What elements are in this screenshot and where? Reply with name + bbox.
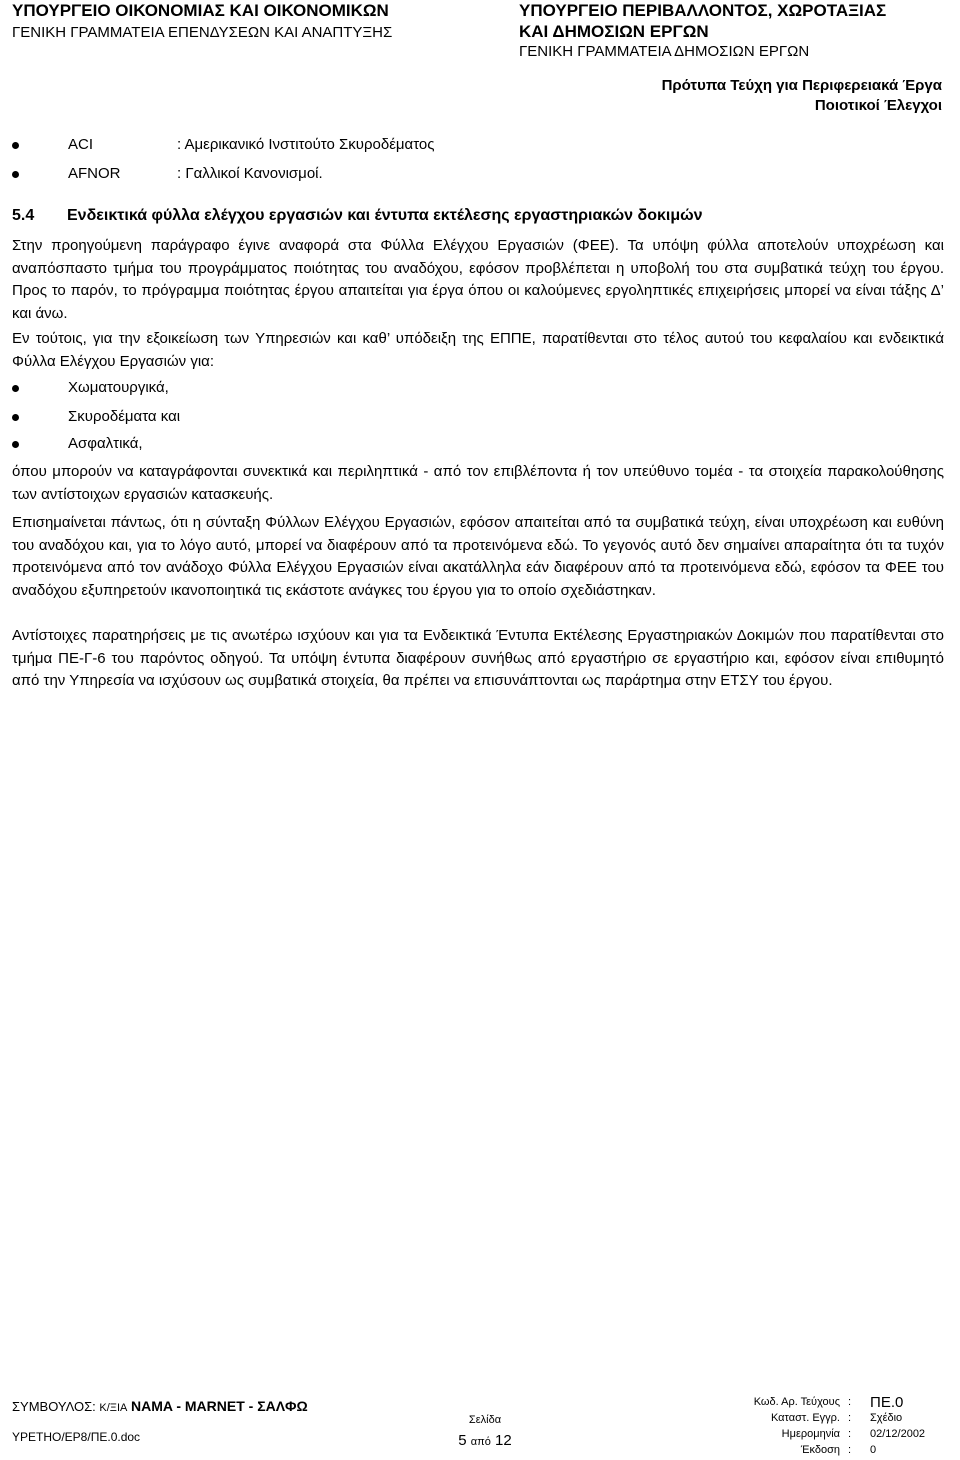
metadata-key: Ημερομηνία [781,1428,840,1440]
joint-venture-label: Κ/ΞΙΑ [99,1402,128,1414]
abbreviation-value: : Γαλλικοί Κανονισμοί. [177,165,323,182]
header-right [519,0,886,62]
metadata-colon: : [848,1428,852,1440]
metadata-value: 02/12/2002 [870,1428,926,1440]
bullet-icon [12,441,19,448]
document-type-line1: Πρότυπα Τεύχη για Περιφερειακά Έργα [661,77,942,94]
metadata-colon: : [848,1412,852,1424]
ministry-environment-title-line2: ΚΑΙ ΔΗΜΟΣΙΩΝ ΕΡΓΩΝ [519,22,709,41]
abbreviation-key: ACI [68,136,94,153]
page-current: 5 [458,1432,467,1449]
page-total: 12 [495,1432,512,1449]
paragraph-contractor-responsibility: Επισημαίνεται πάντως, ότι η σύνταξη Φύλλων Ελέγχου Εργασιών, εφόσον απαιτείται από τα συμβατικά τεύχη, είναι υποχρέωση και ευθύνη του αναδόχου και, για το λόγο αυτό, μπορεί να διαφέρουν από τα προτεινόμενα εδώ. Το γεγονός αυτό δεν σημαίνει απαραίτητα ότι τα τυχόν προτεινόμενα από τον ανάδοχο Φύλλα Ελέγχου Εργασιών είναι ακατάλληλα εάν διαφέρουν από τα προτεινόμενα εδώ, εφόσον τα ΦΕΕ του αναδόχου εξυπηρετούν ικανοποιητικά τις εκάστοτε ανάγκες του έργου για το οποίο σχεδιάστηκαν. [12,514,944,599]
page-label: Σελίδα [468,1414,502,1426]
metadata-colon: : [848,1396,852,1408]
page-of: από [470,1436,491,1448]
section-number: 5.4 [12,207,35,224]
header-left [12,0,392,43]
abbreviation-value: : Αμερικανικό Ινστιτούτο Σκυροδέματος [177,136,435,153]
document-type-line2: Ποιοτικοί Έλεγχοι [814,97,942,114]
bullet-icon [12,414,19,421]
metadata-value: Σχέδιο [870,1412,903,1424]
page-footer [0,1390,960,1457]
investment-secretariat-title: ΓΕΝΙΚΗ ΓΡΑΜΜΑΤΕΙΑ ΕΠΕΝΔΥΣΕΩΝ ΚΑΙ ΑΝΑΠΤΥΞΗΣ [12,24,393,41]
paragraph-recording: όπου μπορούν να καταγράφονται συνεκτικά και περιληπτικά - από τον επιβλέποντα ή τον υπεύθυνο τομέα - τα στοιχεία παρακολούθησης των αντίστοιχων εργασιών κατασκευής. [12,463,944,503]
paragraph-checklists: Εν τούτοις, για την εξοικείωση των Υπηρεσιών και καθ’ υπόδειξη της ΕΠΠΕ, παρατίθενται στο τέλος αυτού του κεφαλαίου και ενδεικτικά Φύλλα Ελέγχου Εργασιών για: [12,330,944,370]
document-type [662,76,942,116]
metadata-value: ΠΕ.0 [870,1394,904,1411]
list-item-text: Χωματουργικά, [68,379,169,396]
metadata-key: Καταστ. Εγγρ. [770,1412,840,1424]
consultant-label: ΣΥΜΒΟΥΛΟΣ: [12,1399,96,1414]
public-works-secretariat-title: ΓΕΝΙΚΗ ΓΡΑΜΜΑΤΕΙΑ ΔΗΜΟΣΙΩΝ ΕΡΓΩΝ [519,43,810,60]
metadata-value: 0 [870,1444,877,1456]
file-name: ΥΡΕΤΗΟ/ΕΡ8/ΠΕ.0.doc [12,1430,141,1444]
metadata-key: Έκδοση [800,1444,840,1456]
section-heading [12,207,703,225]
abbreviation-key: AFNOR [68,165,121,182]
metadata-key: Κωδ. Αρ. Τεύχους [753,1396,840,1408]
ministry-environment-title-line1: ΥΠΟΥΡΓΕΙΟ ΠΕΡΙΒΑΛΛΟΝΤΟΣ, ΧΩΡΟΤΑΞΙΑΣ [519,1,887,20]
bullet-icon [12,385,19,392]
metadata-colon: : [848,1444,852,1456]
paragraph-lab-forms: Αντίστοιχες παρατηρήσεις με τις ανωτέρω ισχύουν και για τα Ενδεικτικά Έντυπα Εκτέλεσης Εργαστηριακών Δοκιμών που παρατίθενται στο τμήμα ΠΕ-Γ-6 του παρόντος οδηγού. Τα υπόψη έντυπα διαφέρουν συνήθως από εργαστήριο σε εργαστήριο και, εφόσον είναι επιθυμητό από την Υπηρεσία να ισχύσουν ως συμβατικά στοιχεία, θα πρέπει να επισυνάπτονται ως παράρτημα στην ΕΤΣΥ του έργου. [12,627,944,689]
bullet-icon [12,171,19,178]
paragraph-intro: Στην προηγούμενη παράγραφο έγινε αναφορά στα Φύλλα Ελέγχου Εργασιών (ΦΕΕ). Τα υπόψη φύλλα αποτελούν υποχρέωση και αναπόσπαστο τμήμα του προγράμματος ποιότητας του αναδόχου, εφόσον προβλέπεται η υποβολή του στα συμβατικά τεύχη του έργου. Προς το παρόν, το πρόγραμμα ποιότητας έργου απαιτείται για έργα όπου οι καλούμενες εργοληπτικές επιχειρήσεις μπορεί να είναι τάξης Δ’ και άνω. [12,237,944,322]
list-item-text: Σκυροδέματα και [68,408,181,425]
consultant-firm: NAMA - MARNET - ΣΑΛΦΩ [130,1398,308,1414]
page-indicator [440,1414,530,1449]
list-item-text: Ασφαλτικά, [68,435,143,452]
section-title: Ενδεικτικά φύλλα ελέγχου εργασιών και έντυπα εκτέλεσης εργαστηριακών δοκιμών [67,207,703,224]
ministry-economy-title: ΥΠΟΥΡΓΕΙΟ ΟΙΚΟΝΟΜΙΑΣ ΚΑΙ ΟΙΚΟΝΟΜΙΚΩΝ [12,1,389,20]
consultant-line [12,1398,308,1414]
bullet-icon [12,142,19,149]
